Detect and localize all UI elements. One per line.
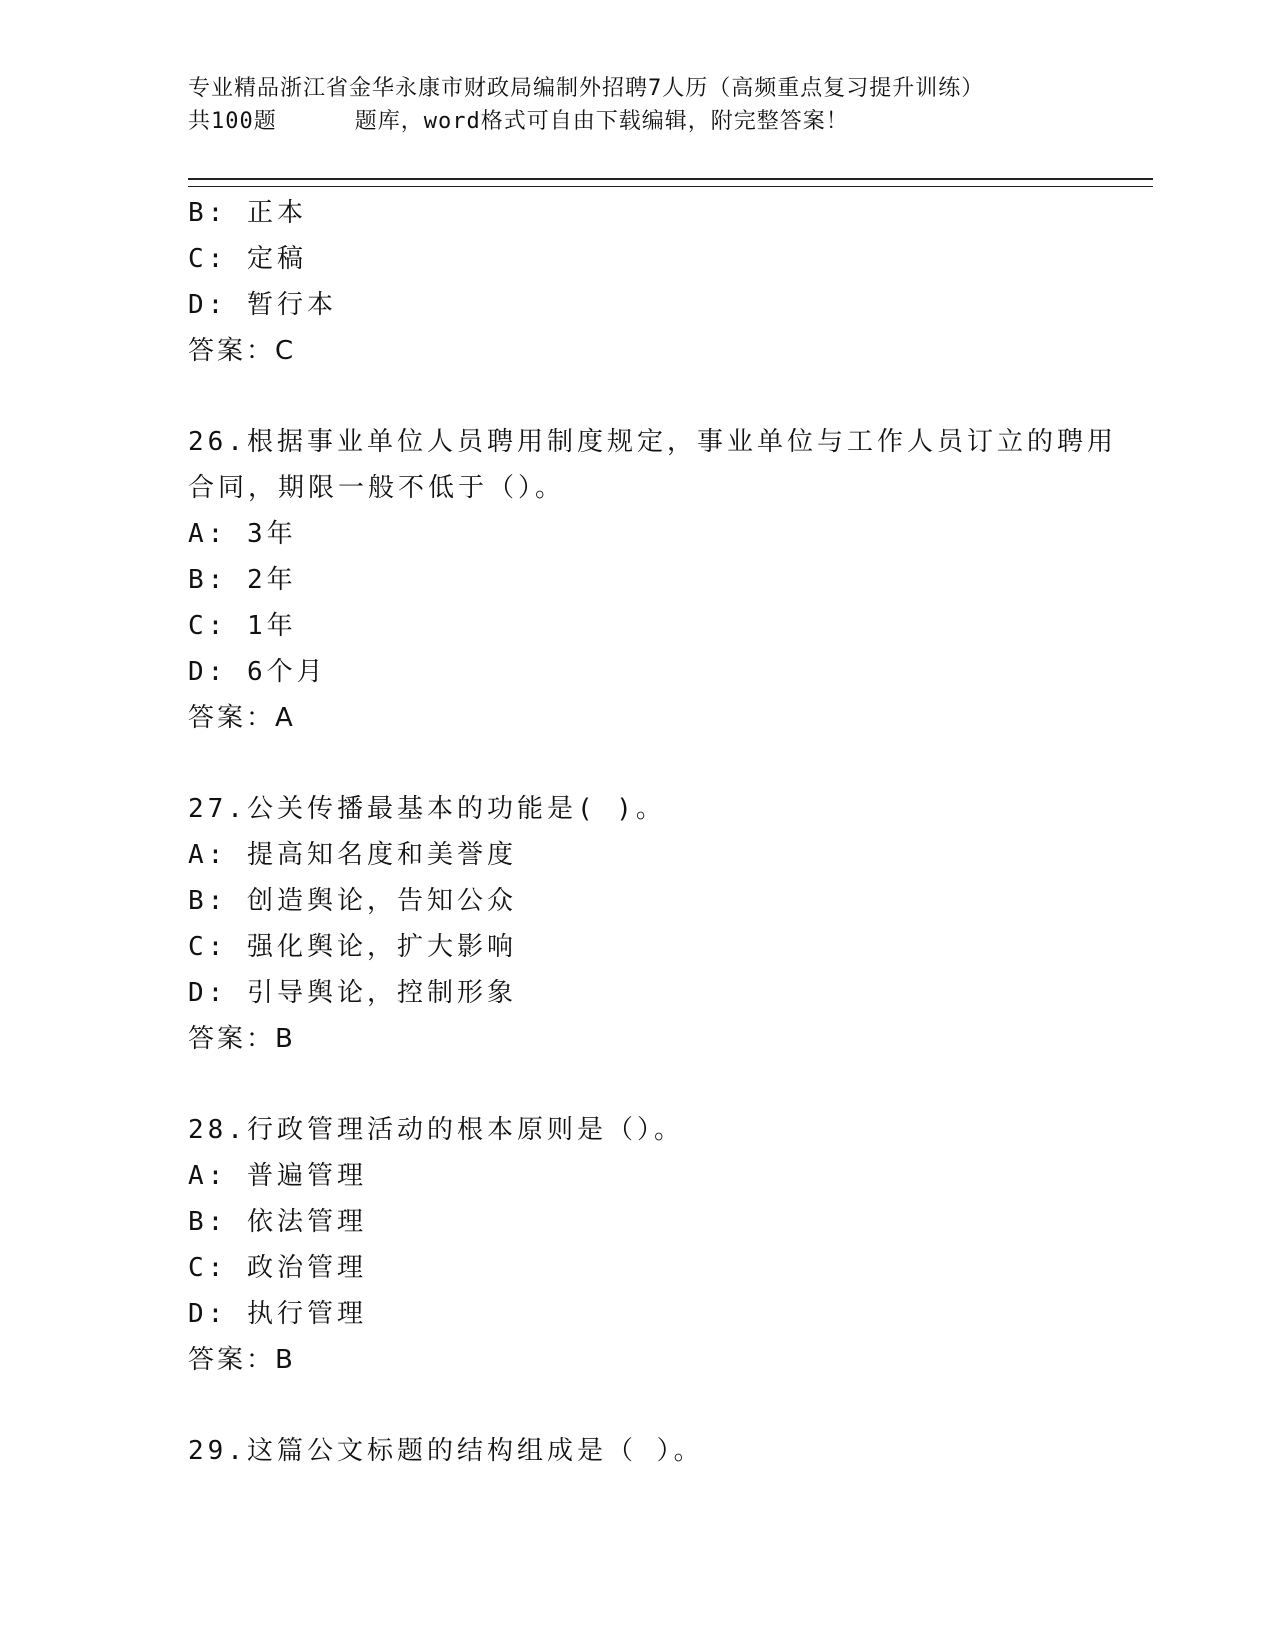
question-29 [188, 1428, 1153, 1474]
option-line: B: 2年 [188, 565, 297, 595]
question-text: 27.公关传播最基本的功能是( )。 [188, 794, 666, 824]
option-line: D: 6个月 [188, 657, 327, 687]
answer-line: 答案：A [188, 703, 296, 733]
header-title: 专业精品浙江省金华永康市财政局编制外招聘7人历（高频重点复习提升训练） [188, 76, 985, 101]
option-line: C: 1年 [188, 611, 297, 641]
option-line: C: 定稿 [188, 244, 307, 274]
header-description: 题库，word格式可自由下载编辑，附完整答案！ [354, 109, 849, 134]
question-text: 28.行政管理活动的根本原则是（）。 [188, 1115, 684, 1145]
option-line: B: 创造舆论，告知公众 [188, 886, 517, 916]
question-text: 26.根据事业单位人员聘用制度规定，事业单位与工作人员订立的聘用 [188, 427, 1117, 457]
continued-question [188, 190, 1153, 374]
page-header [188, 72, 1138, 138]
question-content [188, 190, 1153, 1474]
option-line: B: 依法管理 [188, 1207, 367, 1237]
header-divider [188, 178, 1153, 187]
option-line: D: 暂行本 [188, 290, 337, 320]
answer-line: 答案：B [188, 1024, 296, 1054]
question-26 [188, 419, 1153, 741]
option-line: D: 执行管理 [188, 1299, 367, 1329]
header-question-count: 共100题 [188, 109, 277, 134]
option-line: C: 政治管理 [188, 1253, 367, 1283]
question-text: 合同，期限一般不低于（）。 [188, 473, 566, 503]
question-text: 29.这篇公文标题的结构组成是（ ）。 [188, 1436, 704, 1466]
option-line: A: 普遍管理 [188, 1161, 367, 1191]
answer-line: 答案：B [188, 1345, 296, 1375]
option-line: D: 引导舆论，控制形象 [188, 978, 517, 1008]
option-line: C: 强化舆论，扩大影响 [188, 932, 517, 962]
option-line: A: 提高知名度和美誉度 [188, 840, 517, 870]
option-line: B: 正本 [188, 198, 307, 228]
option-line: A: 3年 [188, 519, 297, 549]
answer-line: 答案：C [188, 336, 297, 366]
question-28 [188, 1107, 1153, 1383]
question-27 [188, 786, 1153, 1062]
header-subtitle [188, 105, 1138, 138]
